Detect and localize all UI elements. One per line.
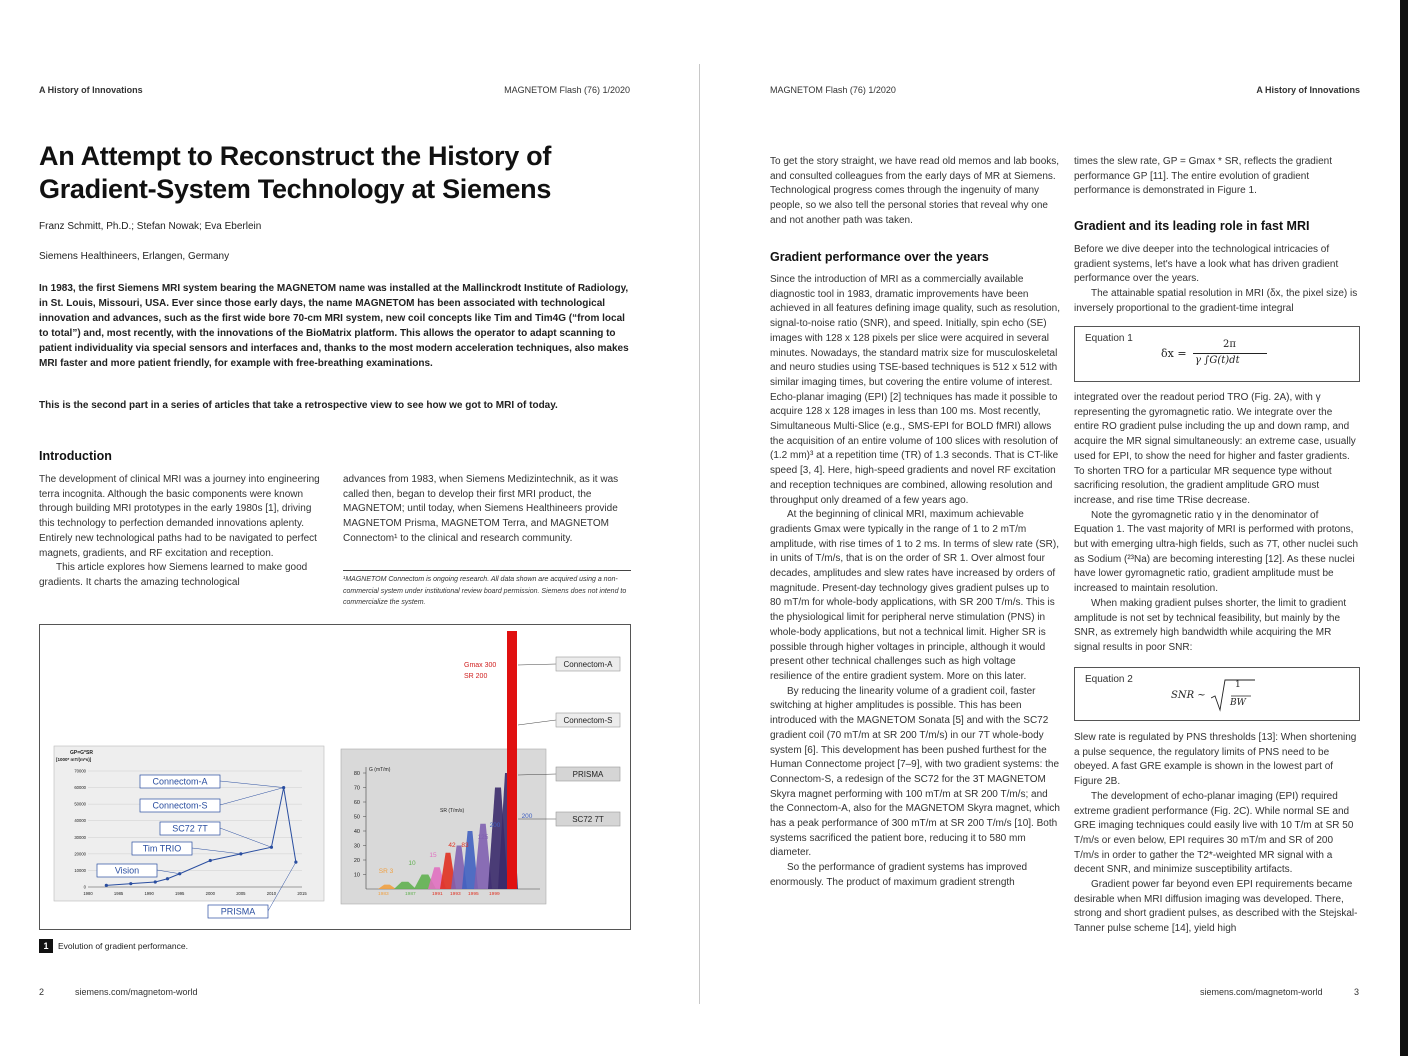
affiliation: Siemens Healthineers, Erlangen, Germany	[39, 251, 230, 262]
gp-data-point	[294, 861, 297, 864]
figure-1	[39, 624, 631, 930]
col-b-paragraph-2: Before we dive deeper into the technological intricacies of gradient systems, let's have a look what has driven gradient performance over the years.	[1074, 244, 1339, 285]
col-b-paragraph-8: The development of echo-planar imaging (EPI) required extreme gradient performance (Fig. 2C). While normal SE and GRE imaging techniques could easily live with 10 T/m at SR 50 T/m/s or even below, EPI requires 30 mT/m and SR of 200 T/m/s in order to gather the T2*-weighted MR signal with a decent SNR, and minimize susceptibility artifacts.	[1074, 790, 1354, 876]
intro-paragraph-2: This article explores how Siemens learned to make good gradients. It charts the amazing technological	[39, 562, 308, 588]
figure-caption-text: Evolution of gradient performance.	[58, 941, 188, 951]
g-sr-label: 83	[461, 842, 469, 849]
gp-x-tick-label: 1995	[175, 891, 185, 896]
gp-y-tick-label: 20000	[74, 851, 86, 857]
g-sr-label: 42	[448, 842, 456, 849]
gp-y-tick-label: 10000	[74, 867, 86, 873]
intro-paragraph-1: The development of clinical MRI was a journey into engineering terra incognita. Although the basic components were known through building MRI prototypes in the early 1980s [1], driving this technology to perfection demanded innovations aplenty. Entirely new technological paths had to be navigated to perfect magnets, gradients, and RF excitation and reception.	[39, 474, 320, 559]
running-head-left: A History of Innovations	[39, 85, 143, 95]
equation-1-denominator: γ ∫G(t)dt	[1195, 355, 1240, 366]
figure-caption	[39, 939, 188, 953]
callout-connectom-s: Connectom-S	[563, 716, 613, 725]
figure-number: 1	[39, 939, 53, 953]
folio-number-right: 3	[1354, 987, 1360, 997]
series-note: This is the second part in a series of articles that take a retrospective view to see how we got to MRI of today.	[39, 400, 558, 411]
authors: Franz Schmitt, Ph.D.; Stefan Nowak; Eva Eberlein	[39, 221, 262, 232]
folio-url-left: siemens.com/magnetom-world	[75, 987, 198, 997]
equation-2-box	[1074, 667, 1360, 721]
folio-number-left: 2	[39, 987, 45, 997]
g-sr-label: 15	[429, 852, 437, 859]
equation-2-numerator: 1	[1235, 680, 1241, 690]
left-page	[0, 0, 700, 1056]
right-page	[700, 0, 1400, 1056]
label-sc72-7t: SC72 7T	[172, 823, 208, 834]
equation-1-numerator: 2π	[1223, 339, 1236, 350]
column-b-bottom	[1074, 731, 1360, 937]
folio-url-right: siemens.com/magnetom-world	[1200, 987, 1323, 997]
col-a-paragraph-2: Since the introduction of MRI as a commercially available diagnostic tool in 1983, dramatic improvements have been achieved in all features defining image quality, such as resolution, signal-to-noise ratio (SNR), and speed. Initially, spin echo (SE) images with 128 x 128 pixels per slice were acquired in several minutes. Nowadays, the standard matrix size for musculoskeletal and neuro studies using TSE-based techniques is 512 x 512 with similar imaging times, but covering the entire volume of interest. Echo-planar imaging (EPI) [2] techniques has made it possible to acquire 128 x 128 images in less than 100 ms. Most recently, Simultaneous Multi-Slice (e.g., SMS-EPI for BOLD fMRI) allows the acquisition of an entire volume of 100 slices with resolution of (1.2 mm)³ at a repetition time (TR) of 1.3 seconds. That is CT-like speed [3, 4]. Here, high-speed gradients and novel RF excitation and reception techniques are combined, allowing resolution and throughput only dreamed of a few years ago.	[770, 274, 1060, 506]
g-x-tick-label: 1987	[405, 892, 416, 897]
connectom-bar	[507, 631, 517, 889]
gp-data-point	[209, 859, 212, 862]
col-a-paragraph-1: To get the story straight, we have read old memos and lab books, and consulted colleagues from the early days of MR at Siemens. Technological progress comes through the ingenuity of many people, so we also tell the personal stories that reveal why one and not another path was taken.	[770, 156, 1060, 226]
col-a-paragraph-3: At the beginning of clinical MRI, maximum achievable gradients Gmax were typically in the range of 1 to 2 mT/m amplitude, with rise times of 1 to 2 ms. In terms of slew rate (SR), in units of T/m/s, that is on the order of SR 1. Over almost four decades, amplitudes and slew rates have increased by orders of magnitude. Present-day technology gives gradient pulses up to 80 mT/m for whole-body applications, with SR 200 T/m/s. This is the physiological limit for peripheral nerve stimulation (PNS) in whole-body applications, but not a technical limit. Higher SR is possible through higher voltages in principle, although it would present other technical challenges such as high voltage resilience of the entire gradient system. More on this later.	[770, 509, 1059, 682]
label-connectom-s: Connectom-S	[152, 800, 208, 811]
g-x-tick-label: 1983	[378, 892, 389, 897]
g-x-tick-label: 1995	[468, 892, 479, 897]
g-sr-label: 200	[521, 813, 533, 820]
g-chart-ylabel: G (mT/m)	[369, 767, 391, 773]
intro-column-1	[39, 473, 327, 591]
sqrt-symbol	[1211, 678, 1257, 714]
label-prisma: PRISMA	[220, 906, 256, 917]
col-b-paragraph-1: times the slew rate, GP = Gmax * SR, reflects the gradient performance GP [11]. The entire evolution of gradient performance is demonstrated in Figure 1.	[1074, 156, 1332, 197]
equation-2-lhs: SNR ~	[1171, 690, 1206, 701]
article-title	[39, 140, 639, 206]
gp-y-tick-label: 30000	[74, 834, 86, 840]
heading-gradient-performance: Gradient performance over the years	[770, 250, 989, 264]
running-head-journal: MAGNETOM Flash (76) 1/2020	[504, 85, 630, 95]
g-y-tick-label: 30	[353, 843, 360, 850]
g-x-tick-label: 1991	[432, 892, 443, 897]
gp-chart-ylabel: [1000* mT/(m*s)]	[56, 757, 92, 762]
connectom-sr-label: SR 200	[464, 673, 488, 680]
label-connectom-a: Connectom-A	[152, 776, 208, 787]
g-y-tick-label: 70	[353, 785, 360, 792]
col-b-paragraph-3: The attainable spatial resolution in MRI (δx, the pixel size) is inversely proportional to the gradient-time integral	[1074, 288, 1358, 314]
gp-data-point	[154, 880, 157, 883]
intro-column-2	[343, 473, 633, 547]
gp-y-tick-label: 70000	[74, 768, 86, 774]
g-y-tick-label: 80	[353, 771, 360, 777]
label-tim-trio: Tim TRIO	[142, 843, 182, 854]
column-b-middle	[1074, 391, 1360, 656]
running-head-journal-right: MAGNETOM Flash (76) 1/2020	[770, 85, 896, 95]
gp-x-tick-label: 1980	[83, 891, 93, 896]
gp-x-tick-label: 2015	[297, 891, 307, 896]
running-head-section-right: A History of Innovations	[1256, 85, 1360, 95]
label-vision: Vision	[114, 865, 140, 876]
equation-1-lhs: δx =	[1161, 347, 1187, 360]
gp-x-tick-label: 1985	[113, 891, 124, 896]
g-sr-label: SR 3	[378, 868, 394, 875]
gp-x-tick-label: 2005	[236, 891, 246, 896]
title-line-1: An Attempt to Reconstruct the History of	[39, 141, 552, 171]
callout-leader	[518, 720, 556, 725]
connectom-gmax-label: Gmax 300	[464, 662, 497, 669]
col-b-paragraph-6: When making gradient pulses shorter, the limit to gradient amplitude is not set by technical feasibility, but mainly by the SNR, as extremely high bandwidth while acquiring the MR signal results in poor SNR:	[1074, 597, 1347, 653]
equation-1-label: Equation 1	[1085, 333, 1133, 344]
g-y-tick-label: 60	[353, 800, 360, 806]
gp-data-point	[166, 877, 169, 880]
g-y-tick-label: 50	[353, 814, 360, 821]
column-a	[770, 155, 1060, 229]
equation-1-box	[1074, 326, 1360, 382]
gp-x-tick-label: 1990	[144, 891, 154, 896]
g-sr-label: 200	[489, 822, 501, 829]
gp-data-point	[105, 884, 108, 887]
callout-prisma: PRISMA	[572, 770, 604, 779]
heading-leading-role: Gradient and its leading role in fast MRI	[1074, 219, 1310, 233]
footnote: ¹MAGNETOM Connectom is ongoing research. All data shown are acquired using a non-commercial system under institutional review board permission. Siemens does not intend to commercialize the system.	[343, 570, 631, 609]
column-b-intro	[1074, 243, 1360, 317]
title-line-2: Gradient-System Technology at Siemens	[39, 174, 552, 204]
gp-data-point	[129, 882, 132, 885]
gp-chart-title: GP=G*SR	[70, 750, 93, 756]
col-a-paragraph-4: By reducing the linearity volume of a gradient coil, faster switching at higher amplitudes is possible. This has been introduced with the MAGNETOM Sonata [5] and with the SC72 gradient coil (70 mT/m at SR 200 T/m/s) in our 7T whole-body system [6]. This development has been pushed furthest for the Human Connectome project [7–9], with two gradient systems: the Connectom-S, a redesign of the SC72 for the 3T MAGNETOM Skyra magnet performing with 100 mT/m at SR 200 T/m/s; and the Connectom-A, also for the MAGNETOM Skyra magnet, which has a peak performance of 300 mT/m at SR 200 T/m/s [10]. Both systems sacrificed the patient bore, reducing it to 580 mm diameter.	[770, 685, 1060, 859]
g-y-tick-label: 10	[353, 872, 360, 879]
gp-y-tick-label: 0	[83, 884, 86, 890]
intro-heading: Introduction	[39, 449, 112, 463]
equation-1-fraction-bar	[1193, 353, 1267, 354]
g-y-tick-label: 20	[353, 858, 360, 864]
viewer-edge	[1400, 0, 1408, 1056]
g-sr-label: 125	[477, 834, 489, 841]
col-b-paragraph-5: Note the gyromagnetic ratio γ in the denominator of Equation 1. The vast majority of MRI is performed with protons, but with emerging ultra-high fields, such as 7T, other nuclei such as Sodium (²³Na) are becoming interesting [12]. As these nuclei have lower gyromagnetic ratio, gradient amplitude must be increased to maintain resolution.	[1074, 509, 1359, 595]
callout-sc72-7t: SC72 7T	[572, 815, 604, 824]
column-a-body	[770, 273, 1060, 891]
callout-connectom-a: Connectom-A	[563, 660, 613, 669]
g-sr-label: 10	[408, 860, 416, 867]
intro-paragraph-3: advances from 1983, when Siemens Medizintechnik, as it was called then, began to develop their first MRI product, the MAGNETOM; until today, when Siemens Healthineers provide MAGNETOM Prisma, MAGNETOM Terra, and MAGNETOM Connectom¹ to the clinical and research community.	[343, 474, 619, 544]
col-b-paragraph-7: Slew rate is regulated by PNS thresholds [13]: When shortening a pulse sequence, the regulatory limits of PNS need to be obeyed. A fast GRE example is shown in the lowest part of Figure 2B.	[1074, 732, 1357, 788]
gp-y-tick-label: 50000	[74, 801, 86, 807]
figure-1-svg	[40, 625, 630, 929]
g-x-tick-label: 1999	[489, 892, 500, 897]
col-a-paragraph-5: So the performance of gradient systems has improved enormously. The product of maximum gradient strength	[770, 862, 1028, 888]
callout-leader	[518, 664, 556, 665]
lead-paragraph: In 1983, the first Siemens MRI system bearing the MAGNETOM name was installed at the Mallinckrodt Institute of Radiology, in St. Louis, Missouri, USA. Ever since those early days, the name MAGNETOM has been associated with technological innovation and advances, such as the first wide bore 70-cm MRI system, new coil concepts like Tim and Tim4G (“from local to total”) and, most recently, with the innovations of the BioMatrix platform. This allows the operator to adapt scanning to patient individuality via special sensors and interfaces and, thanks to the most modern acceleration techniques, also makes MRI faster and more patient friendly, for example with free-breathing examinations.	[39, 283, 629, 369]
gp-x-tick-label: 2000	[205, 891, 215, 896]
equation-2-denominator: BW	[1230, 698, 1246, 708]
column-b-top	[1074, 155, 1360, 199]
gp-y-tick-label: 60000	[74, 785, 86, 791]
equation-2-label: Equation 2	[1085, 674, 1133, 685]
g-chart-sr-label: SR (T/m/s)	[440, 808, 465, 814]
g-y-tick-label: 40	[353, 829, 360, 835]
col-b-paragraph-9: Gradient power far beyond even EPI requirements became desirable when MRI diffusion imaging was developed. There, strong and short gradient pulses, as described with the Stejskal-Tanner pulse scheme [14], yield high	[1074, 879, 1358, 935]
g-x-tick-label: 1993	[450, 892, 461, 897]
col-b-paragraph-4: integrated over the readout period TRO (Fig. 2A), with γ representing the gyromagnetic ratio. We integrate over the entire RO gradient pulse including the up and down ramp, and acquire the MR signal simultaneously: an extreme case, usually used for EPI, to show the need for higher and faster gradients. To shorten TRO for a particular MR sequence type without sacrificing resolution, the gradient amplitude GRO must increase, and rise time TRise decrease.	[1074, 392, 1356, 506]
gp-y-tick-label: 40000	[74, 818, 86, 824]
gp-x-tick-label: 2010	[266, 891, 277, 896]
